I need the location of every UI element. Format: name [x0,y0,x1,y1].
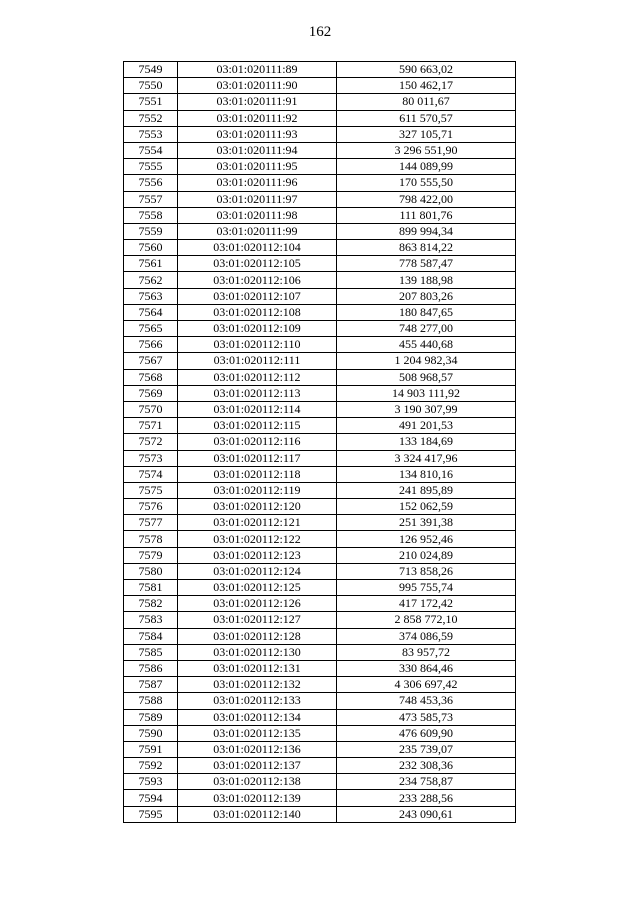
cadastral-number-cell: 03:01:020111:95 [178,159,337,175]
cadastral-number-cell: 03:01:020112:104 [178,240,337,256]
table-row [124,790,516,806]
table-row [124,563,516,579]
cadastral-value-cell: 180 847,65 [337,304,516,320]
cadastral-number-cell: 03:01:020112:128 [178,628,337,644]
row-number-cell: 7575 [124,482,178,498]
table-row [124,434,516,450]
table-row [124,401,516,417]
table-row [124,126,516,142]
table-row [124,725,516,741]
cadastral-number-cell: 03:01:020112:110 [178,337,337,353]
cadastral-number-cell: 03:01:020112:106 [178,272,337,288]
table-row [124,78,516,94]
row-number-cell: 7580 [124,563,178,579]
row-number-cell: 7570 [124,401,178,417]
table-row [124,223,516,239]
table-row [124,499,516,515]
cadastral-value-cell: 1 204 982,34 [337,353,516,369]
row-number-cell: 7594 [124,790,178,806]
table-row [124,612,516,628]
row-number-cell: 7566 [124,337,178,353]
cadastral-number-cell: 03:01:020112:108 [178,304,337,320]
table-row [124,774,516,790]
cadastral-value-cell: 144 089,99 [337,159,516,175]
cadastral-number-cell: 03:01:020112:117 [178,450,337,466]
cadastral-number-cell: 03:01:020112:118 [178,466,337,482]
table-row [124,240,516,256]
cadastral-number-cell: 03:01:020112:123 [178,547,337,563]
table-row [124,337,516,353]
cadastral-number-cell: 03:01:020111:90 [178,78,337,94]
cadastral-number-cell: 03:01:020112:109 [178,321,337,337]
cadastral-value-cell: 2 858 772,10 [337,612,516,628]
row-number-cell: 7562 [124,272,178,288]
cadastral-value-cell: 233 288,56 [337,790,516,806]
row-number-cell: 7549 [124,62,178,78]
table-row [124,288,516,304]
table-row [124,272,516,288]
table-row [124,677,516,693]
table-row [124,385,516,401]
table-body [124,62,516,823]
cadastral-value-cell: 152 062,59 [337,499,516,515]
cadastral-value-cell: 170 555,50 [337,175,516,191]
row-number-cell: 7555 [124,159,178,175]
row-number-cell: 7567 [124,353,178,369]
row-number-cell: 7595 [124,806,178,822]
table-row [124,628,516,644]
row-number-cell: 7550 [124,78,178,94]
table-row [124,175,516,191]
row-number-cell: 7573 [124,450,178,466]
cadastral-number-cell: 03:01:020112:131 [178,660,337,676]
cadastral-value-cell: 3 324 417,96 [337,450,516,466]
table-row [124,547,516,563]
cadastral-value-cell: 748 453,36 [337,693,516,709]
row-number-cell: 7571 [124,418,178,434]
row-number-cell: 7576 [124,499,178,515]
table-row [124,580,516,596]
row-number-cell: 7583 [124,612,178,628]
cadastral-number-cell: 03:01:020112:116 [178,434,337,450]
table-row [124,369,516,385]
cadastral-value-cell: 476 609,90 [337,725,516,741]
cadastral-value-cell: 134 810,16 [337,466,516,482]
cadastral-number-cell: 03:01:020112:134 [178,709,337,725]
table-row [124,806,516,822]
table-row [124,191,516,207]
cadastral-value-cell: 491 201,53 [337,418,516,434]
row-number-cell: 7558 [124,207,178,223]
cadastral-value-cell: 126 952,46 [337,531,516,547]
cadastral-number-cell: 03:01:020112:111 [178,353,337,369]
table-row [124,142,516,158]
cadastral-value-cell: 111 801,76 [337,207,516,223]
cadastral-number-cell: 03:01:020112:133 [178,693,337,709]
cadastral-value-cell: 251 391,38 [337,515,516,531]
cadastral-number-cell: 03:01:020111:89 [178,62,337,78]
cadastral-number-cell: 03:01:020111:98 [178,207,337,223]
cadastral-number-cell: 03:01:020112:127 [178,612,337,628]
cadastral-number-cell: 03:01:020112:125 [178,580,337,596]
row-number-cell: 7572 [124,434,178,450]
table-row [124,418,516,434]
cadastral-value-cell: 150 462,17 [337,78,516,94]
row-number-cell: 7586 [124,660,178,676]
cadastral-value-cell: 210 024,89 [337,547,516,563]
cadastral-value-cell: 508 968,57 [337,369,516,385]
cadastral-value-cell: 3 190 307,99 [337,401,516,417]
cadastral-value-cell: 327 105,71 [337,126,516,142]
row-number-cell: 7585 [124,644,178,660]
row-number-cell: 7569 [124,385,178,401]
row-number-cell: 7581 [124,580,178,596]
cadastral-value-cell: 235 739,07 [337,741,516,757]
row-number-cell: 7582 [124,596,178,612]
page-number: 162 [308,24,332,40]
cadastral-number-cell: 03:01:020112:139 [178,790,337,806]
cadastral-value-cell: 899 994,34 [337,223,516,239]
row-number-cell: 7589 [124,709,178,725]
row-number-cell: 7574 [124,466,178,482]
row-number-cell: 7551 [124,94,178,110]
table-row [124,450,516,466]
row-number-cell: 7563 [124,288,178,304]
row-number-cell: 7584 [124,628,178,644]
row-number-cell: 7552 [124,110,178,126]
table-row [124,62,516,78]
cadastral-number-cell: 03:01:020111:99 [178,223,337,239]
table-row [124,353,516,369]
cadastral-value-cell: 14 903 111,92 [337,385,516,401]
cadastral-number-cell: 03:01:020112:119 [178,482,337,498]
table-row [124,515,516,531]
cadastral-number-cell: 03:01:020112:114 [178,401,337,417]
cadastral-value-cell: 374 086,59 [337,628,516,644]
cadastral-value-cell: 139 188,98 [337,272,516,288]
row-number-cell: 7590 [124,725,178,741]
cadastral-value-cell: 243 090,61 [337,806,516,822]
cadastral-value-cell: 611 570,57 [337,110,516,126]
cadastral-value-cell: 590 663,02 [337,62,516,78]
cadastral-number-cell: 03:01:020112:135 [178,725,337,741]
cadastral-value-cell: 133 184,69 [337,434,516,450]
cadastral-value-table [123,61,516,823]
cadastral-number-cell: 03:01:020111:93 [178,126,337,142]
table-row [124,207,516,223]
cadastral-value-cell: 417 172,42 [337,596,516,612]
table-row [124,482,516,498]
row-number-cell: 7565 [124,321,178,337]
cadastral-value-cell: 234 758,87 [337,774,516,790]
row-number-cell: 7560 [124,240,178,256]
row-number-cell: 7593 [124,774,178,790]
table-row [124,741,516,757]
table-row [124,256,516,272]
cadastral-value-cell: 995 755,74 [337,580,516,596]
row-number-cell: 7577 [124,515,178,531]
cadastral-value-cell: 4 306 697,42 [337,677,516,693]
cadastral-value-cell: 798 422,00 [337,191,516,207]
cadastral-number-cell: 03:01:020112:115 [178,418,337,434]
row-number-cell: 7554 [124,142,178,158]
row-number-cell: 7564 [124,304,178,320]
table-row [124,644,516,660]
cadastral-number-cell: 03:01:020112:137 [178,758,337,774]
row-number-cell: 7588 [124,693,178,709]
cadastral-number-cell: 03:01:020112:132 [178,677,337,693]
cadastral-number-cell: 03:01:020112:130 [178,644,337,660]
table-row [124,94,516,110]
cadastral-number-cell: 03:01:020112:126 [178,596,337,612]
table-row [124,159,516,175]
cadastral-number-cell: 03:01:020111:96 [178,175,337,191]
table-row [124,693,516,709]
cadastral-value-cell: 80 011,67 [337,94,516,110]
table-row [124,466,516,482]
cadastral-number-cell: 03:01:020112:113 [178,385,337,401]
cadastral-number-cell: 03:01:020112:112 [178,369,337,385]
cadastral-number-cell: 03:01:020112:122 [178,531,337,547]
table-row [124,304,516,320]
row-number-cell: 7579 [124,547,178,563]
cadastral-number-cell: 03:01:020112:136 [178,741,337,757]
row-number-cell: 7553 [124,126,178,142]
row-number-cell: 7592 [124,758,178,774]
cadastral-number-cell: 03:01:020111:94 [178,142,337,158]
table-row [124,660,516,676]
cadastral-number-cell: 03:01:020112:140 [178,806,337,822]
cadastral-number-cell: 03:01:020112:105 [178,256,337,272]
cadastral-value-cell: 241 895,89 [337,482,516,498]
cadastral-value-cell: 232 308,36 [337,758,516,774]
table-row [124,709,516,725]
cadastral-value-cell: 3 296 551,90 [337,142,516,158]
table-row [124,110,516,126]
row-number-cell: 7591 [124,741,178,757]
row-number-cell: 7556 [124,175,178,191]
cadastral-number-cell: 03:01:020111:91 [178,94,337,110]
cadastral-number-cell: 03:01:020111:97 [178,191,337,207]
cadastral-number-cell: 03:01:020112:124 [178,563,337,579]
cadastral-value-cell: 863 814,22 [337,240,516,256]
cadastral-value-cell: 455 440,68 [337,337,516,353]
table-row [124,758,516,774]
table-row [124,531,516,547]
table-row [124,321,516,337]
cadastral-value-cell: 748 277,00 [337,321,516,337]
cadastral-number-cell: 03:01:020112:138 [178,774,337,790]
cadastral-number-cell: 03:01:020112:120 [178,499,337,515]
cadastral-number-cell: 03:01:020112:121 [178,515,337,531]
table-row [124,596,516,612]
cadastral-value-cell: 207 803,26 [337,288,516,304]
row-number-cell: 7557 [124,191,178,207]
cadastral-value-cell: 330 864,46 [337,660,516,676]
cadastral-number-cell: 03:01:020111:92 [178,110,337,126]
cadastral-value-cell: 778 587,47 [337,256,516,272]
row-number-cell: 7559 [124,223,178,239]
cadastral-value-cell: 473 585,73 [337,709,516,725]
row-number-cell: 7561 [124,256,178,272]
cadastral-value-cell: 83 957,72 [337,644,516,660]
row-number-cell: 7568 [124,369,178,385]
cadastral-number-cell: 03:01:020112:107 [178,288,337,304]
row-number-cell: 7587 [124,677,178,693]
row-number-cell: 7578 [124,531,178,547]
cadastral-value-cell: 713 858,26 [337,563,516,579]
